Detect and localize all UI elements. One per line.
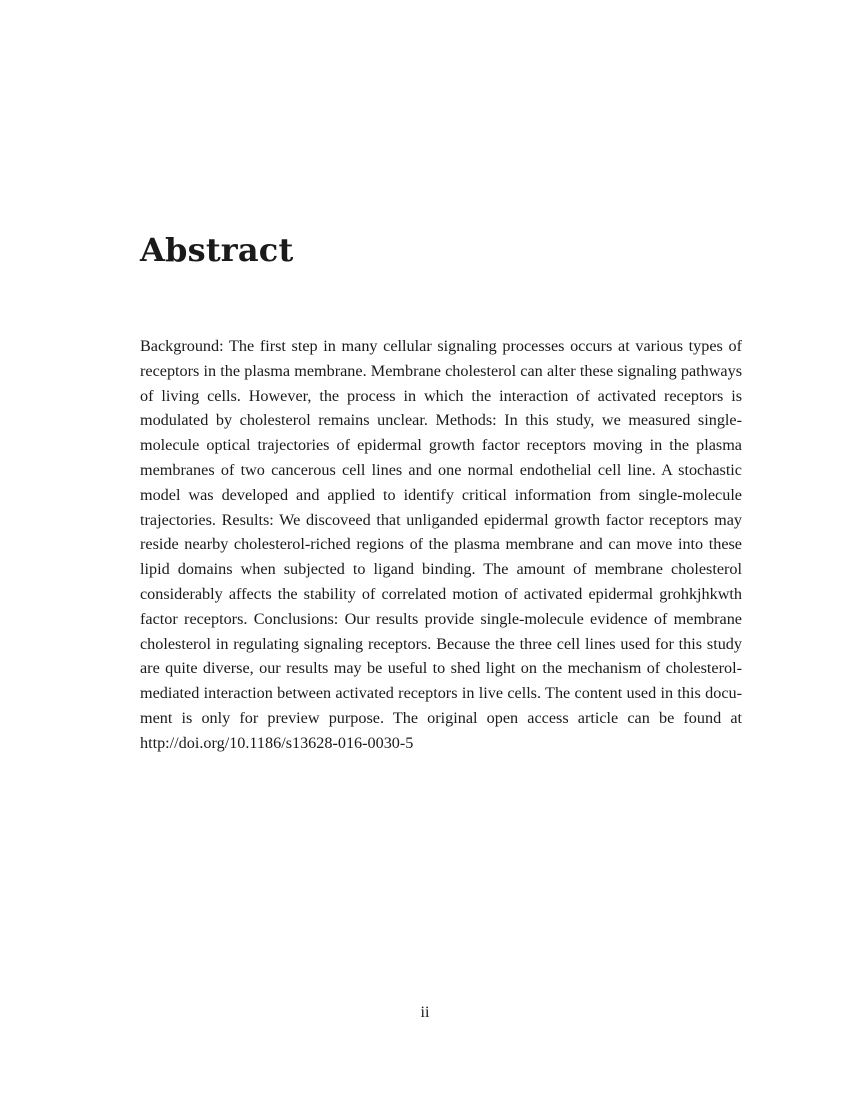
abstract-heading: Abstract <box>140 231 294 269</box>
abstract-body: Background: The first step in many cellular signaling processes occurs at various types of receptors in the plasma membrane. Membrane cholesterol can alter these signaling pathways of living cells. However, the process in which the interaction of activated receptors is modulated by cholesterol remains unclear. Methods: In this study, we measured single-molecule optical trajectories of epidermal growth factor receptors moving in the plasma membranes of two cancerous cell lines and one normal endothelial cell line. A stochastic model was developed and applied to identify critical information from single-molecule trajectories. Results: We discoveed that unliganded epidermal growth factor receptors may reside nearby cholesterol-riched regions of the plasma membrane and can move into these lipid domains when subjected to ligand binding. The amount of membrane cholesterol considerably affects the stability of correlated motion of activated epidermal grohkjhkwth factor receptors. Conclusions: Our results provide single-molecule evidence of membrane cholesterol in regulating signaling receptors. Because the three cell lines used for this study are quite diverse, our results may be useful to shed light on the mechanism of cholesterol-mediated interaction between activated receptors in live cells. The content used in this document is only for preview purpose. The original open access article can be found at http://doi.org/10.1186/s13628-016-0030-5 <box>140 337 742 752</box>
page-number: ii <box>420 1004 430 1021</box>
